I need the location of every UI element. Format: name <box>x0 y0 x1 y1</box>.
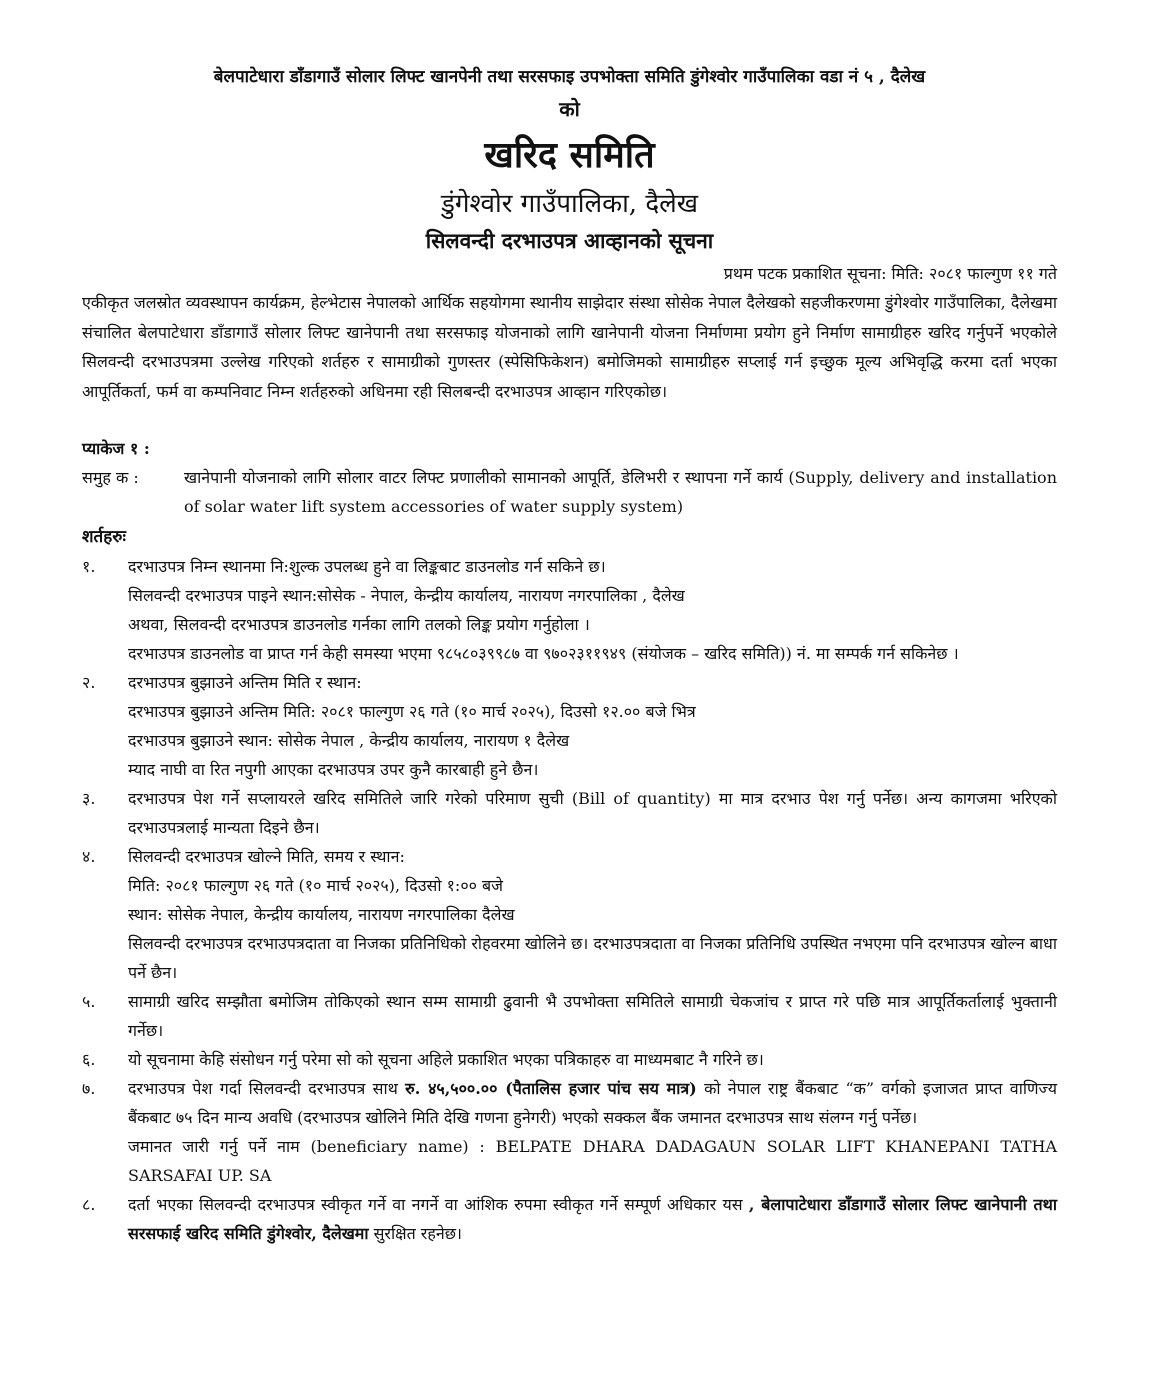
condition-line: दरभाउपत्र बुझाउने स्थान: सोसेक नेपाल , केन्द्रीय कार्यालय, नारायण १ दैलेख <box>128 731 570 750</box>
authority-committee: , बेलापाटेधारा डाँडागाउँ सोलार लिफ्ट खानेपानी तथा सरसफाई खरिद समिति डुंगेश्वोर, दैलेखमा <box>128 1195 1057 1243</box>
notice-title: सिलवन्दी दरभाउपत्र आव्हानको सूचना <box>425 228 714 253</box>
condition-number: ३. <box>82 789 96 808</box>
condition-item <box>82 987 1057 1045</box>
condition-item <box>82 1045 1057 1074</box>
condition-line: सिलवन्दी दरभाउपत्र खोल्ने मिति, समय र स्थान: <box>128 847 405 866</box>
committee-title: खरिद समिति <box>484 134 655 176</box>
bid-security-post: को नेपाल राष्ट्र बैंकबाट “क” वर्गको इजाजत प्राप्त वाणिज्य बैंकबाट ७५ दिन मान्य अवधि (दरभाउपत्र खोलिने मिति देखि गणना हुनेगरी) भएको सक्कल बैंक जमानत दरभाउपत्र साथ संलग्न गर्नु पर्नेछ। <box>128 1079 1057 1127</box>
condition-number: ६. <box>82 1050 96 1069</box>
publication-date: प्रथम पटक प्रकाशित सूचना: मिति: २०८१ फाल्गुण ११ गते <box>723 264 1057 283</box>
condition-number: १. <box>82 557 96 576</box>
intro-paragraph: एकीकृत जलस्रोत व्यवस्थापन कार्यक्रम, हेल्भेटास नेपालको आर्थिक सहयोगमा स्थानीय साझेदार संस्था सोसेक नेपाल दैलेखको सहजीकरणमा डुंगेश्वोर गाउँपालिका, दैलेखमा संचालित बेलपाटेधारा डाँडागाउँ सोलार लिफ्ट खानेपानी तथा सरसफाइ योजनाको लागि खानेपानी योजना निर्माणमा प्रयोग हुने निर्माण सामाग्रीहरु खरिद गर्नुपर्ने भएकोले सिलवन्दी दरभाउपत्रमा उल्लेख गरिएको शर्तहरु र सामाग्रीको गुणस्तर (स्पेसिफिकेशन) बमोजिमको सामाग्रीहरु सप्लाई गर्न इच्छुक मूल्य अभिवृद्धि करमा दर्ता भएका आपूर्तिकर्ता, फर्म वा कम्पनिवाट निम्न शर्तहरुको अधिनमा रही सिलबन्दी दरभाउपत्र आव्हान गरिएकोछ। <box>82 293 1057 401</box>
condition-item <box>82 668 1057 784</box>
bid-security-text <box>128 1074 1057 1132</box>
condition-number: ७. <box>82 1079 96 1098</box>
condition-body <box>128 1074 1057 1190</box>
conditions-title: शर्तहरुः <box>82 527 126 547</box>
authority-pre: दर्ता भएका सिलवन्दी दरभाउपत्र स्वीकृत गर्ने वा नगर्ने वा आंशिक रुपमा स्वीकृत गर्ने सम्पूर्ण अधिकार यस <box>128 1195 749 1214</box>
connector-ko: को <box>559 97 580 121</box>
authority-text <box>128 1190 1057 1248</box>
group-label: समुह क : <box>82 468 139 487</box>
condition-line: सिलवन्दी दरभाउपत्र दरभाउपत्रदाता वा निजका प्रतिनिधिको रोहवरमा खोलिने छ। दरभाउपत्रदाता वा निजका प्रतिनिधि उपस्थित नभएमा पनि दरभाउपत्र खोल्न बाधा पर्ने छैन। <box>128 934 1057 982</box>
package-label: प्याकेज १ : <box>82 439 150 458</box>
condition-item <box>82 842 1057 987</box>
condition-line: अथवा, सिलवन्दी दरभाउपत्र डाउनलोड गर्नका लागि तलको लिङ्क प्रयोग गर्नुहोला । <box>128 615 590 634</box>
condition-line: सामाग्री खरिद सम्झौता बमोजिम तोकिएको स्थान सम्म सामाग्री ढुवानी भै उपभोक्ता समितिले सामाग्री चेकजांच र प्राप्त गरे पछि मात्र आपूर्तिकर्तालाई भुक्तानी गर्नेछ। <box>128 992 1057 1040</box>
group-row <box>82 463 1057 521</box>
condition-body <box>128 668 1057 784</box>
condition-line: दरभाउपत्र डाउनलोड वा प्राप्त गर्न केही समस्या भएमा ९८५८०३९९८७ वा ९७०२३११९४९ (संयोजक – खरिद समिति)) नं. मा सम्पर्क गर्न सकिनेछ । <box>128 644 959 663</box>
municipality-name: डुंगेश्वोर गाउँपालिका, दैलेख <box>440 189 699 219</box>
condition-line: दरभाउपत्र बुझाउने अन्तिम मिति: २०८१ फाल्गुण २६ गते (१० मार्च २०२५), दिउसो १२.०० बजे भित्र <box>128 702 696 721</box>
bid-security-pre: दरभाउपत्र पेश गर्दा सिलवन्दी दरभाउपत्र साथ <box>128 1079 406 1098</box>
condition-body <box>128 1190 1057 1248</box>
condition-number: २. <box>82 673 96 692</box>
condition-line: सिलवन्दी दरभाउपत्र पाइने स्थान:सोसेक - नेपाल, केन्द्रीय कार्यालय, नारायण नगरपालिका , दैलेख <box>128 586 685 605</box>
condition-line: दरभाउपत्र पेश गर्ने सप्लायरले खरिद समितिले जारि गरेको परिमाण सुची (Bill of quantity) मा मात्र दरभाउ पेश गर्नु पर्नेछ। अन्य कागजमा भरिएको दरभाउपत्रलाई मान्यता दिइने छैन। <box>128 789 1057 837</box>
condition-body <box>128 1045 1057 1074</box>
condition-line: म्याद नाघी वा रित नपुगी आएका दरभाउपत्र उपर कुनै कारबाही हुने छैन। <box>128 760 539 779</box>
condition-number: ५. <box>82 992 96 1011</box>
condition-item <box>82 552 1057 668</box>
authority-post: सुरक्षित रहनेछ। <box>368 1224 462 1243</box>
notice-document <box>82 62 1057 1248</box>
condition-item <box>82 1074 1057 1190</box>
beneficiary-line: जमानत जारी गर्नु पर्ने नाम (beneficiary name) : BELPATE DHARA DADAGAUN SOLAR LIFT KHANEPANI TATHA SARSAFAI UP. SA <box>128 1137 1057 1185</box>
group-description: खानेपानी योजनाको लागि सोलार वाटर लिफ्ट प्रणालीको सामानको आपूर्ति, डेलिभरी र स्थापना गर्ने कार्य (Supply, delivery and installation of solar water lift system accessories of water supply system) <box>184 468 1057 516</box>
condition-item <box>82 784 1057 842</box>
condition-body <box>128 842 1057 987</box>
condition-line: मिति: २०८१ फाल्गुण २६ गते (१० मार्च २०२५), दिउसो १:०० बजे <box>128 876 504 895</box>
condition-body <box>128 784 1057 842</box>
condition-body <box>128 987 1057 1045</box>
condition-number: ४. <box>82 847 96 866</box>
condition-line: यो सूचनामा केहि संसोधन गर्नु परेमा सो को सूचना अहिले प्रकाशित भएका पत्रिकाहरु वा माध्यमबाट नै गरिने छ। <box>128 1050 764 1069</box>
condition-item <box>82 1190 1057 1248</box>
condition-body <box>128 552 1057 668</box>
organization-name: बेलपाटेधारा डाँडागाउँ सोलार लिफ्ट खानपेनी तथा सरसफाइ उपभोक्ता समिति डुंगेश्वोर गाउँपालिका वडा नं ५ , दैलेख <box>213 67 926 87</box>
condition-line: दरभाउपत्र निम्न स्थानमा नि:शुल्क उपलब्ध हुने वा लिङ्कबाट डाउनलोड गर्न सकिने छ। <box>128 557 606 576</box>
condition-line: दरभाउपत्र बुझाउने अन्तिम मिति र स्थान: <box>128 673 362 692</box>
bid-security-amount: रु. ४५,५००.०० (पैतालिस हजार पांच सय मात्र) <box>405 1079 697 1098</box>
condition-line: स्थान: सोसेक नेपाल, केन्द्रीय कार्यालय, नारायण नगरपालिका दैलेख <box>128 905 515 924</box>
condition-number: ८. <box>82 1195 96 1214</box>
